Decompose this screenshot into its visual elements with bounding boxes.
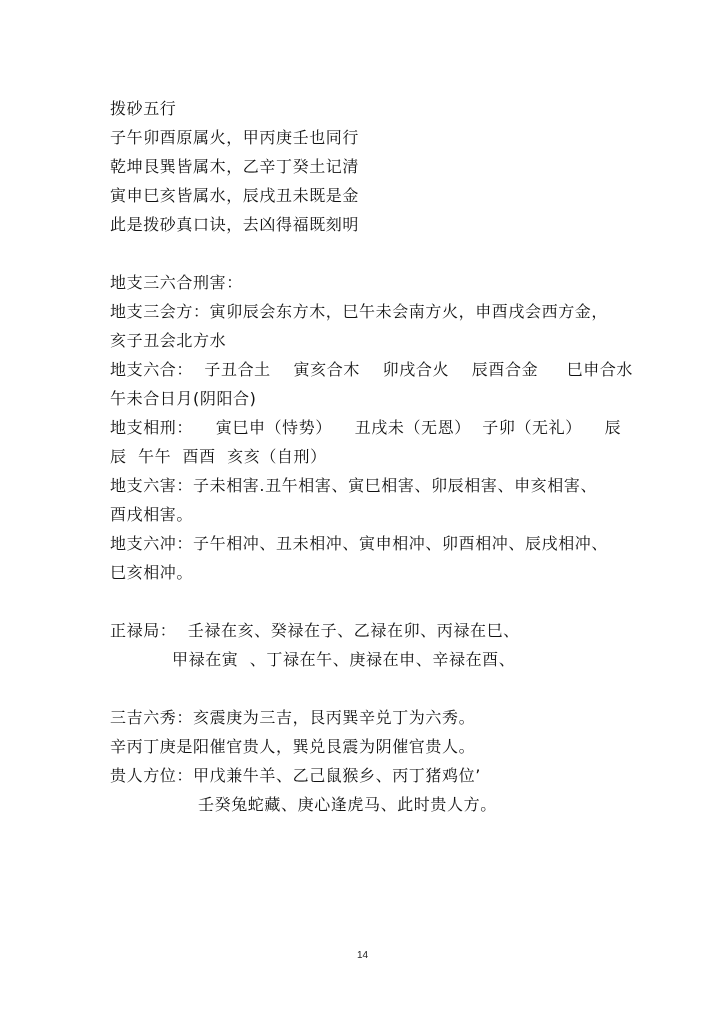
text-line: 地支六合： 子丑合土 寅亥合木 卯戌合火 辰酉合金 巳申合水 bbox=[110, 360, 634, 379]
text-line: 巳亥相冲。 bbox=[110, 563, 194, 582]
text-line-zhenglu: 正禄局： 壬禄在亥、癸禄在子、乙禄在卯、丙禄在巳、 bbox=[110, 621, 520, 640]
text-line: 地支三会方：寅卯辰会东方木，巳午未会南方火，申酉戌会西方金， bbox=[110, 302, 609, 321]
page-number: 14 bbox=[356, 950, 369, 961]
section-title-bosha: 拨砂五行 bbox=[110, 99, 177, 118]
text-line: 午未合日月(阴阳合) bbox=[110, 389, 257, 408]
paragraph-gap bbox=[110, 674, 630, 703]
paragraph-gap bbox=[110, 239, 630, 268]
text-line: 地支六冲：子午相冲、丑未相冲、寅申相冲、卯酉相冲、辰戌相冲、 bbox=[110, 534, 609, 553]
verse-line: 乾坤艮巽皆属木，乙辛丁癸土记清 bbox=[110, 157, 360, 176]
text-line: 地支六害：子未相害.丑午相害、寅巳相害、卯辰相害、申亥相害、 bbox=[110, 476, 598, 495]
text-line: 地支相刑： 寅巳申（恃势） 丑戌未（无恩） 子卯（无礼） 辰 bbox=[110, 418, 622, 437]
text-line-sanji: 辛丙丁庚是阳催官贵人，巽兑艮震为阴催官贵人。 bbox=[110, 737, 476, 756]
page-content bbox=[110, 94, 634, 819]
text-line: 辰 午午 酉酉 亥亥（自刑） bbox=[110, 447, 327, 466]
text-line-guiren-indented: 壬癸兔蛇藏、庚心逢虎马、此时贵人方。 bbox=[198, 795, 497, 814]
text-line-zhenglu-indented: 甲禄在寅 、丁禄在午、庚禄在申、辛禄在酉、 bbox=[172, 650, 516, 669]
section-title-dizhi: 地支三六合刑害： bbox=[110, 273, 243, 292]
text-line: 酉戌相害。 bbox=[110, 505, 194, 524]
text-line-guiren: 贵人方位：甲戊兼牛羊、乙己鼠猴乡、丙丁猪鸡位’ bbox=[110, 766, 481, 785]
verse-line: 子午卯酉原属火，甲丙庚壬也同行 bbox=[110, 128, 360, 147]
text-line-sanji: 三吉六秀：亥震庚为三吉，艮丙巽辛兑丁为六秀。 bbox=[110, 708, 476, 727]
verse-line: 此是拨砂真口诀，去凶得福既刻明 bbox=[110, 215, 360, 234]
verse-line: 寅申巳亥皆属水，辰戌丑未既是金 bbox=[110, 186, 360, 205]
paragraph-gap bbox=[110, 587, 630, 616]
text-line: 亥子丑会北方水 bbox=[110, 331, 227, 350]
